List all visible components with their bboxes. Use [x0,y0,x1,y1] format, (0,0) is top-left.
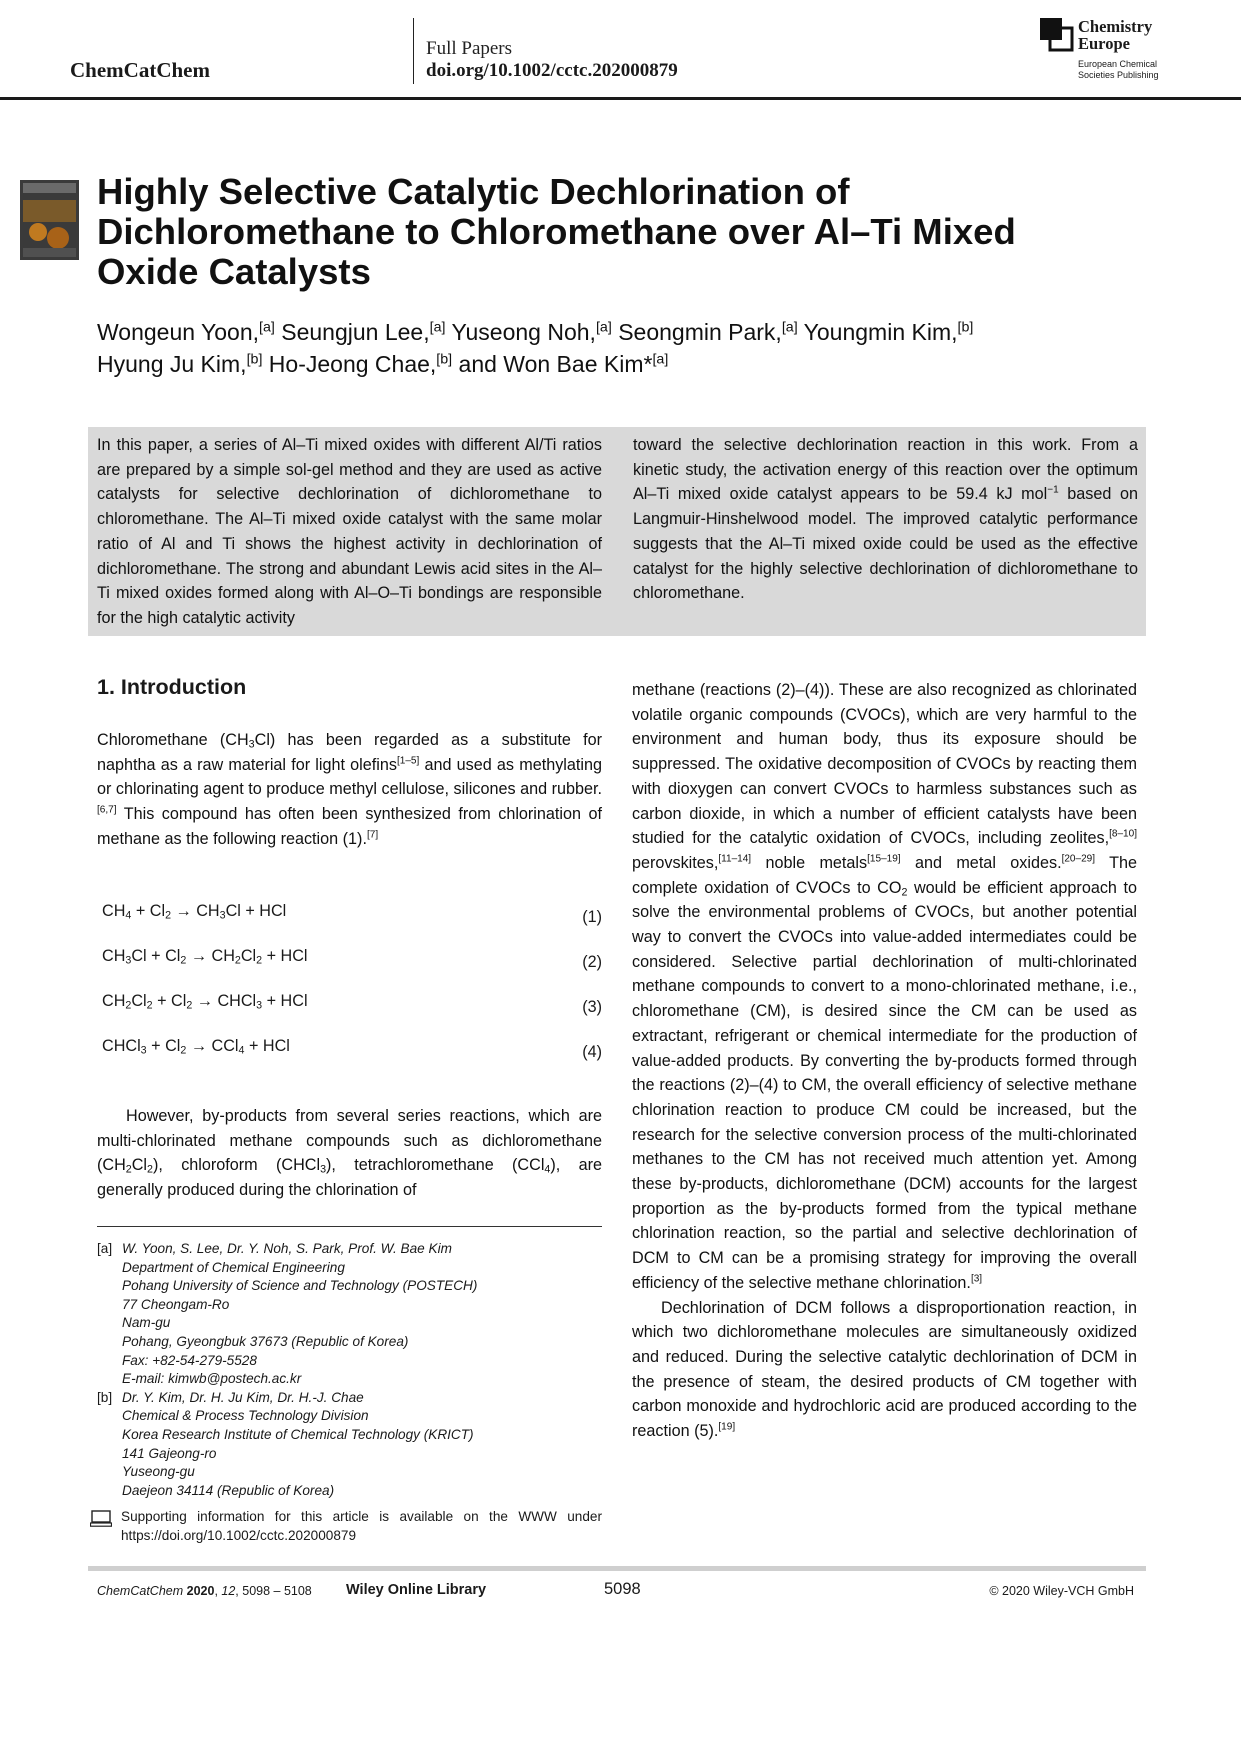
affiliation-marker: [a] [259,319,275,336]
equation-3 [102,992,602,1018]
footnote-line: 141 Gajeong-ro [122,1445,217,1461]
footer-citation: ChemCatChem 2020, 12, 5098 – 5108 [97,1584,312,1598]
equation-body: $CH_2Cl_2 + Cl_2$ → CHCl$_3$ + HCl [102,992,308,1012]
journal-name: ChemCatChem [70,58,210,82]
author[interactable]: Wongeun Yoon, [97,319,260,345]
author[interactable]: Yuseong Noh, [451,319,596,345]
footnote-tag: [a] [97,1241,113,1256]
computer-icon [90,1510,112,1527]
publisher-name [1078,18,1188,52]
citation-ref[interactable]: [11–14] [718,853,752,865]
article-title: Highly Selective Catalytic Dechlorination of Dichloromethane to Chloromethane over Al–Ti Mixed Oxide Catalysts [97,171,1016,292]
author[interactable]: Hyung Ju Kim, [97,351,247,377]
section-label: Full Papers [426,38,513,59]
abstract-text: based on Langmuir-Hinshelwood model. The improved catalytic performance suggests that the Al–Ti mixed oxide could be used as the effective catalyst for the highly selective dechlorination of dichloromethane to chloromethane. [633,485,1139,603]
equation-number: (3) [582,998,602,1016]
author[interactable]: Ho-Jeong Chae, [268,351,437,377]
affiliation-marker: [a] [595,319,612,336]
unit-exponent: −1 [1047,485,1059,497]
body-text: This compound has often been synthesized from chlorination of methane as the following reaction (1). [97,805,602,848]
subscript: 3 [248,738,255,751]
affiliation-marker: [b] [957,319,974,336]
footnote-rule [97,1226,602,1227]
intro-paragraph-1 [97,728,602,852]
equation-number: (4) [582,1043,602,1061]
footnote-line: Daejeon 34114 (Republic of Korea) [122,1482,335,1498]
footnote-line: Department of Chemical Engineering [122,1259,345,1275]
body-text: ), are generally produced during the chlorination of [97,1156,602,1200]
footnote-line: Fax: +82-54-279-5528 [122,1352,257,1368]
subscript: 4 [544,1164,551,1177]
body-text: and metal oxides. [900,853,1062,872]
footnote-line: Dr. Y. Kim, Dr. H. Ju Kim, Dr. H.-J. Chae [122,1389,364,1405]
equation-body: $CH_4 + Cl_2 \to CH_3Cl$ + HCl [102,902,287,922]
affiliation-footnotes [97,1240,602,1500]
citation-ref[interactable]: [3] [970,1273,983,1285]
footer-volume: 12 [221,1584,236,1598]
body-text: perovskites, [632,853,719,872]
footer-journal: ChemCatChem [97,1584,184,1598]
intro-paragraph-2 [97,1104,602,1203]
right-column-text [632,678,1137,1444]
abstract-text: toward the selective dechlorination reaction in this work. From a kinetic study, the activation energy of this reaction over the optimum Al–Ti mixed oxide catalyst appears to be 59.4 kJ mol [633,436,1138,504]
body-text: ), tetrachloromethane (CCl [326,1156,545,1175]
publisher-sub-line2: Societies Publishing [1078,70,1159,80]
body-text: However, by-products from several series reactions, which are multi-chlorinated methane compounds such as dichloromethane (CH [97,1107,602,1175]
citation-ref[interactable]: [19] [718,1421,736,1433]
chemistry-europe-logo-icon [1040,18,1074,52]
body-text: The complete oxidation of CVOCs to CO [632,853,1137,897]
supporting-info-text[interactable]: Supporting information for this article is available on the WWW under https://doi.org/10.1002/cctc.202000879 [121,1509,602,1543]
author[interactable]: and Won Bae Kim* [458,351,653,377]
publisher-name-line1: Chemistry [1078,17,1153,36]
footnote-a [97,1240,602,1389]
page-number: 5098 [604,1580,641,1598]
body-text: noble metals [751,853,868,872]
affiliation-marker: [b] [246,351,263,368]
body-text: Cl [131,1156,148,1175]
subscript: 2 [147,1164,153,1177]
footnote-tag: [b] [97,1389,113,1405]
author[interactable]: Seungjun Lee, [281,319,430,345]
publisher-sub-line1: European Chemical [1078,59,1158,69]
subscript: 2 [901,886,908,899]
citation-ref[interactable]: [1–5] [396,755,420,767]
footer-rule [88,1566,1146,1571]
citation-ref[interactable]: [7] [366,829,379,841]
body-text: ), chloroform (CHCl [152,1156,321,1175]
equation-4 [102,1037,602,1063]
abstract-right-column [633,433,1138,606]
body-text: Cl) has been regarded as a substitute for naphtha as a raw material for light olefins [97,731,602,774]
header-divider [413,18,414,84]
wiley-online-library-link[interactable]: Wiley Online Library [346,1582,487,1598]
section-heading: 1. Introduction [97,675,247,699]
footnote-line: Chemical & Process Technology Division [122,1408,369,1424]
cover-thumbnail [20,180,79,260]
footnote-line: Korea Research Institute of Chemical Technology (KRICT) [122,1426,474,1442]
footnote-line: 77 Cheongam-Ro [122,1296,230,1312]
citation-ref[interactable]: [8–10] [1109,828,1137,840]
author[interactable]: Seongmin Park, [618,319,782,345]
equation-body: CHCl$_3$ + $Cl_2 \to CCl_4$ + HCl [102,1037,290,1057]
affiliation-marker: [b] [436,351,453,368]
equation-number: (2) [582,953,602,971]
equation-2 [102,947,602,973]
affiliation-marker: [a] [781,319,798,336]
publisher-subtitle [1078,59,1188,81]
publisher-name-line2: Europe [1078,34,1130,53]
doi-link[interactable]: doi.org/10.1002/cctc.202000879 [426,60,678,81]
abstract-box [88,427,1146,636]
author[interactable]: Youngmin Kim, [803,319,958,345]
footnote-line: Pohang, Gyeongbuk 37673 (Republic of Korea) [122,1333,409,1349]
footnote-line: Yuseong-gu [122,1464,195,1480]
header-rule [0,97,1241,100]
abstract-left-column: In this paper, a series of Al–Ti mixed oxides with different Al/Ti ratios are prepared by a simple sol-gel method and they are used as active catalysts for selective dechlorination of dichloromethane to chloromethane. The Al–Ti mixed oxide catalyst with the same molar ratio of Al and Ti shows the highest activity in dechlorination of dichloromethane. The strong and abundant Lewis acid sites in the Al–Ti mixed oxides formed along with Al–O–Ti bondings are responsible for the high catalytic activity [97,436,602,627]
citation-ref[interactable]: [15–19] [867,853,901,865]
citation-ref[interactable]: [6,7] [97,804,117,816]
subscript: 3 [320,1164,327,1177]
footnote-email[interactable]: E-mail: kimwb@postech.ac.kr [122,1371,302,1387]
copyright: © 2020 Wiley-VCH GmbH [989,1584,1134,1598]
body-text: and used as methylating or chlorinating agent to produce methyl cellulose, silicones and rubber. [97,755,602,799]
citation-ref[interactable]: [20–29] [1061,853,1096,865]
footnote-line: W. Yoon, S. Lee, Dr. Y. Noh, S. Park, Prof. W. Bae Kim [122,1241,452,1256]
subscript: 2 [125,1164,132,1177]
equation-body: $CH_3Cl + Cl_2 \to CH_2Cl_2$ + HCl [102,947,308,967]
body-text: methane (reactions (2)–(4)). These are also recognized as chlorinated volatile organic compounds (CVOCs), which are very harmful to the environment and human body, thus its exposure should be suppressed. The oxidative decomposition of CVOCs by reacting them with dioxygen can convert CVOCs to harmless substances such as carbon dioxide, in which a number of efficient catalysts have been studied for the catalytic oxidation of CVOCs, including zeolites, [632,681,1137,848]
footnote-line: Pohang University of Science and Technology (POSTECH) [122,1278,478,1294]
equation-1 [102,902,602,928]
affiliation-marker: [a] [652,351,669,368]
footer-year: 2020 [186,1584,215,1598]
footnote-line: Nam-gu [122,1315,171,1331]
body-text: Dechlorination of DCM follows a disproportionation reaction, in which two dichloromethane molecules are simultaneously oxidized and reduced. During the selective catalytic dechlorination of DCM in the presence of steam, the desired products of CM together with carbon monoxide and hydrochloric acid are produced according to the reaction (5). [632,1298,1137,1441]
equation-number: (1) [582,908,602,926]
body-text: Chloromethane (CH [97,731,249,749]
footnote-b [97,1389,602,1501]
footer-pages: , 5098 – 5108 [235,1584,312,1598]
author-list [97,316,1137,380]
affiliation-marker: [a] [429,319,446,336]
body-text: would be efficient approach to solve the environmental problems of CVOCs, but another potential way to convert the CVOCs into value-added intermediates could be considered. Selective partial dechlorination of multi-chlorinated methane compounds to convert to a mono-chlorinated methane, i.e., chloromethane (CM), is desired since the CM can be used as extractant, refrigerant or chemical intermediate for the production of value-added products. By converting the by-products formed through the reactions (2)–(4) to CM, the overall efficiency of selective methane chlorination reaction to produce CM could be increased, but the research for the selective conversion process of the multi-chlorinated methanes to the CM has not received much attention yet. Among these by-products, dichloromethane (DCM) accounts for the largest proportion as the by-products formed from the typical methane chlorination reaction, so the partial and selective dechlorination of DCM to CM can be a promising strategy for improving the overall efficiency of the selective methane chlorination. [632,878,1137,1292]
